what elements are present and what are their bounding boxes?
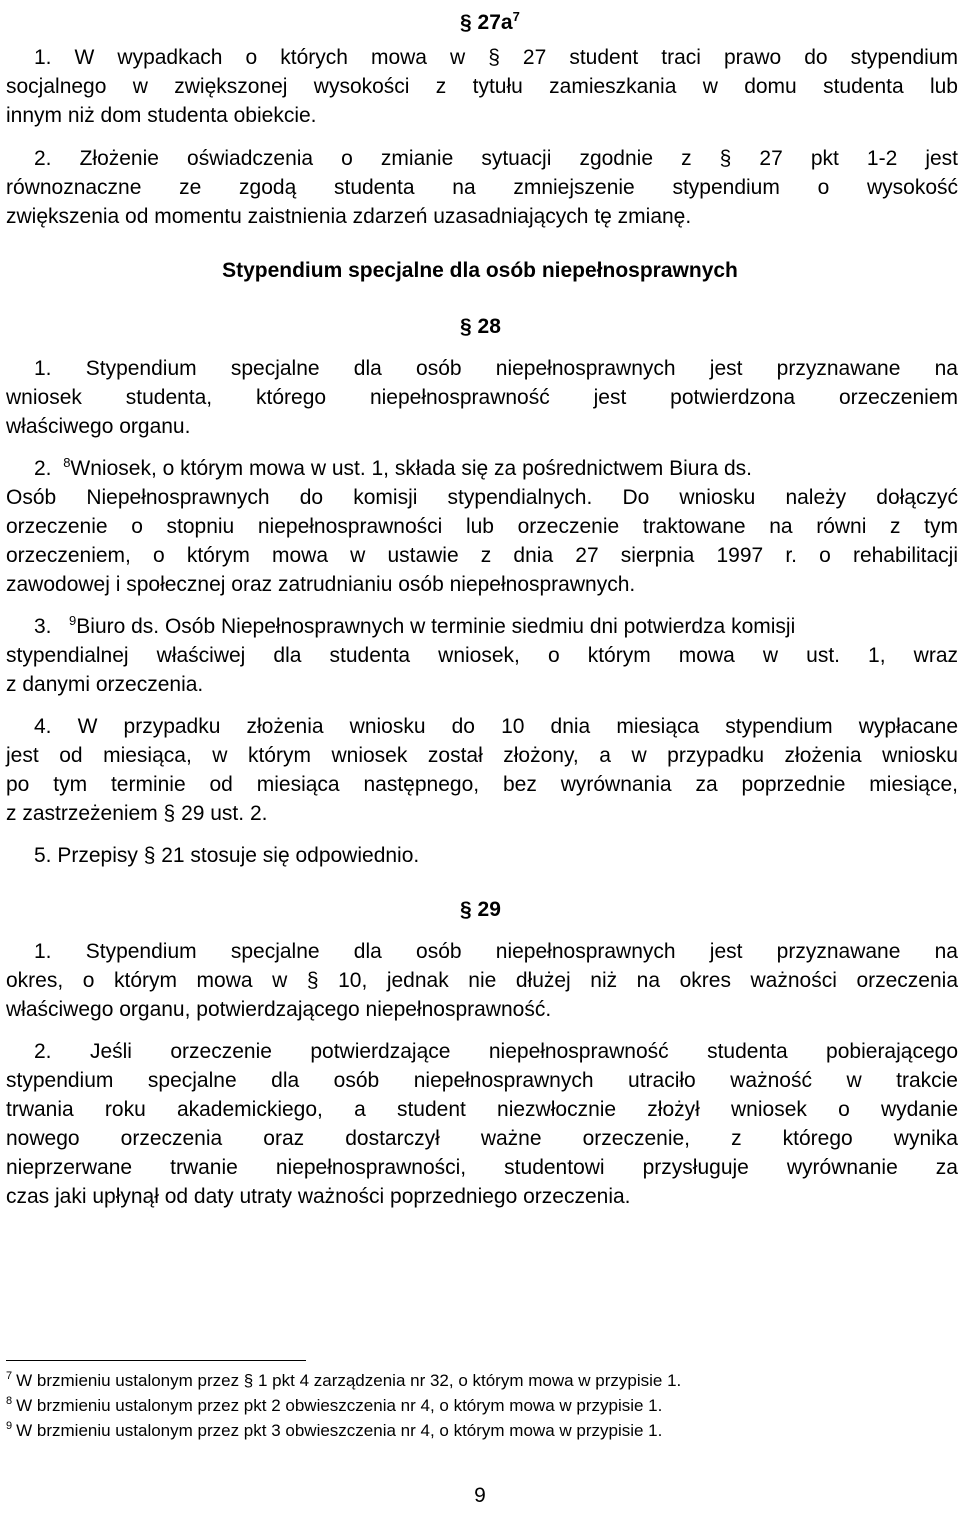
text-line: 1. Stypendium specjalne dla osób niepełnosprawnych jest przyznawane na [34,357,958,380]
section-27a-paragraph-1 [6,43,958,130]
text-line: 4. W przypadku złożenia wniosku do 10 dnia miesiąca stypendium wypłacane [34,715,958,738]
text-line: orzeczenie o stopniu niepełnosprawności lub orzeczenie traktowane na równi z tym [6,515,958,538]
text-line-content: Wniosek, o którym mowa w ust. 1, składa się za pośrednictwem Biura ds. [70,457,753,480]
footnote-text: W brzmieniu ustalonym przez pkt 2 obwieszczenia nr 4, o którym mowa w przypisie 1. [16,1396,663,1415]
page-number: 9 [474,1484,486,1507]
text-line-content: Biuro ds. Osób Niepełnosprawnych w terminie siedmiu dni potwierdza komisji [76,615,796,638]
section-29-paragraph-1 [6,937,958,1024]
text-line: nowego orzeczenia oraz dostarczył ważne orzeczenie, z którego wynika [6,1127,958,1150]
footnote-number: 8 [6,1395,13,1408]
text-line: stypendium specjalne dla osób niepełnosprawnych utraciło ważność w trakcie [6,1069,958,1092]
footnote-ref-7: 7 [512,9,520,24]
text-line: jest od miesiąca, w którym wniosek został złożony, a w przypadku złożenia wniosku [6,744,958,767]
footnote-number: 9 [6,1420,13,1433]
footnote-separator [6,1360,306,1361]
section-28-paragraph-4 [6,712,958,828]
text-line: 2. Jeśli orzeczenie potwierdzające niepełnosprawność studenta pobierającego [34,1040,958,1063]
text-line: właściwego organu. [6,415,191,438]
text-line: 1. W wypadkach o których mowa w § 27 student traci prawo do stypendium [34,46,958,69]
text-line: innym niż dom studenta obiekcie. [6,104,317,127]
text-line: równoznaczne ze zgodą studenta na zmniejszenie stypendium o wysokość [6,176,958,199]
text-line: z zastrzeżeniem § 29 ust. 2. [6,802,268,825]
section-heading-29: § 29 [460,898,501,921]
text-line: 1. Stypendium specjalne dla osób niepełnosprawnych jest przyznawane na [34,940,958,963]
text-line: socjalnego w zwiększonej wysokości z tytułu zamieszkania w domu studenta lub [6,75,958,98]
text-line: orzeczeniem, o którym mowa w ustawie z dnia 27 sierpnia 1997 r. o rehabilitacji [6,544,958,567]
footnote-text: W brzmieniu ustalonym przez § 1 pkt 4 zarządzenia nr 32, o którym mowa w przypisie 1. [16,1371,682,1390]
footnote-7 [6,1370,946,1391]
section-28-paragraph-3 [6,612,958,699]
paragraph-number: 2. [34,457,52,480]
text-line: wniosek studenta, którego niepełnosprawność jest potwierdzona orzeczeniem [6,386,958,409]
text-line: czas jaki upłynął od daty utraty ważności poprzedniego orzeczenia. [6,1185,631,1208]
text-line: z danymi orzeczenia. [6,673,204,696]
text-line: zawodowej i społecznej oraz zatrudnianiu osób niepełnosprawnych. [6,573,636,596]
text-line: po tym terminie od miesiąca następnego, bez wyrównania za poprzednie miesiące, [6,773,958,796]
section-27a-title: § 27a [460,11,513,34]
footnote-9 [6,1420,946,1441]
text-line: okres, o którym mowa w § 10, jednak nie dłużej niż na okres ważności orzeczenia [6,969,958,992]
footnote-text: W brzmieniu ustalonym przez pkt 3 obwieszczenia nr 4, o którym mowa w przypisie 1. [16,1421,663,1440]
section-28-paragraph-2 [6,454,958,599]
footnote-8 [6,1395,946,1416]
text-line: właściwego organu, potwierdzającego niepełnosprawność. [6,998,552,1021]
section-29-paragraph-2 [6,1037,958,1211]
text-line [6,454,958,483]
footnote-number: 7 [6,1370,13,1383]
text-line: nieprzerwane trwanie niepełnosprawności, studentowi przysługuje wyrównanie za [6,1156,958,1179]
footnote-ref-8: 8 [63,455,71,470]
section-heading-27a [460,4,520,36]
text-line [6,612,958,641]
section-28-paragraph-5 [6,841,958,870]
text-line: 2. Złożenie oświadczenia o zmianie sytuacji zgodnie z § 27 pkt 1-2 jest [34,147,958,170]
section-27a-paragraph-2 [6,144,958,231]
paragraph-number: 3. [34,615,52,638]
text-line: stypendialnej właściwej dla studenta wniosek, o którym mowa w ust. 1, wraz [6,644,958,667]
footnote-ref-9: 9 [69,613,77,628]
text-line: 5. Przepisy § 21 stosuje się odpowiednio. [34,844,420,867]
text-line: Osób Niepełnosprawnych do komisji stypendialnych. Do wniosku należy dołączyć [6,486,958,509]
chapter-subtitle: Stypendium specjalne dla osób niepełnosprawnych [222,259,738,282]
text-line: zwiększenia od momentu zaistnienia zdarzeń uzasadniających tę zmianę. [6,205,692,228]
text-line: trwania roku akademickiego, a student niezwłocznie złożył wniosek o wydanie [6,1098,958,1121]
section-heading-28: § 28 [460,315,501,338]
section-28-paragraph-1 [6,354,958,441]
